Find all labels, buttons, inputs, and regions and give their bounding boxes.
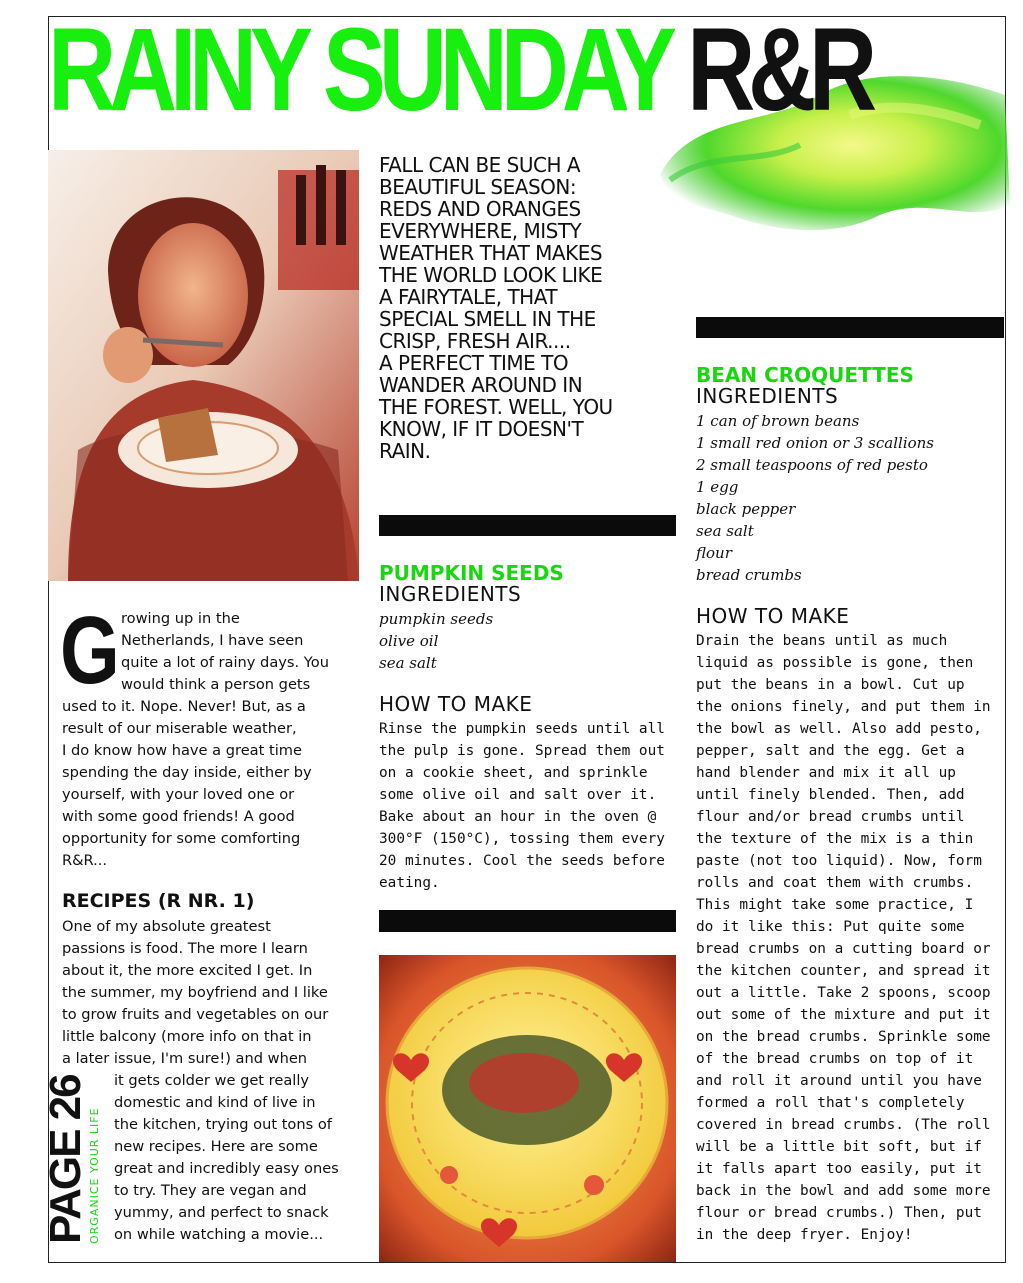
instruction-line: will be a little bit soft, but if (696, 1139, 982, 1155)
page-title (48, 4, 871, 136)
instruction-line: do it like this: Put quite some (696, 919, 965, 935)
article-line: rowing up in the (121, 610, 240, 627)
instruction-line: the bowl as well. Also add pesto, (696, 721, 982, 737)
intro-line: WEATHER THAT MAKES (379, 241, 603, 265)
page-number: PAGE 26 (41, 1075, 90, 1244)
intro-line: FALL CAN BE SUCH A (379, 153, 581, 177)
instruction-line: put the beans in a bowl. Cut up (696, 677, 965, 693)
woman-eating-photo (48, 150, 359, 581)
article-line: I do know how have a great time (62, 742, 302, 759)
intro-text (379, 154, 659, 462)
page-number-label (41, 1075, 101, 1244)
instruction-line: formed a roll that's completely (696, 1095, 965, 1111)
instruction-line: until finely blended. Then, add (696, 787, 965, 803)
ingredient-item: sea salt (696, 522, 754, 540)
article-line: new recipes. Here are some (114, 1138, 318, 1155)
instruction-line: on the bread crumbs. Sprinkle some (696, 1029, 991, 1045)
article-line: the summer, my boyfriend and I like (62, 984, 328, 1001)
instruction-line: out some of the mixture and put it (696, 1007, 991, 1023)
intro-line: RAIN. (379, 439, 431, 463)
recipes-text-full (62, 916, 328, 1070)
ingredient-item: 1 small red onion or 3 scallions (696, 434, 935, 452)
article-line: great and incredibly easy ones (114, 1160, 339, 1177)
instruction-line: Bake about an hour in the oven @ (379, 809, 657, 825)
pumpkin-how-label: HOW TO MAKE (379, 692, 533, 716)
article-line: yourself, with your loved one or (62, 786, 295, 803)
intro-line: CRISP, FRESH AIR.... (379, 329, 571, 353)
instruction-line: hand blender and mix it all up (696, 765, 956, 781)
divider-bar (379, 910, 676, 932)
instruction-line: some olive oil and salt over it. (379, 787, 657, 803)
article-line: yummy, and perfect to snack (114, 1204, 329, 1221)
instruction-line: it falls apart too easily, put it (696, 1161, 982, 1177)
instruction-line: paste (not too liquid). Now, form (696, 853, 982, 869)
instruction-line: This might take some practice, I (696, 897, 974, 913)
intro-line: THE WORLD LOOK LIKE (379, 263, 603, 287)
instruction-line: the texture of the mix is a thin (696, 831, 974, 847)
article-line: quite a lot of rainy days. You (121, 654, 329, 671)
instruction-line: Drain the beans until as much (696, 633, 948, 649)
pumpkin-ingredients-label: INGREDIENTS (379, 582, 522, 606)
bean-ingredients-label: INGREDIENTS (696, 384, 839, 408)
instruction-line: and roll it around until you have (696, 1073, 982, 1089)
article-line: little balcony (more info on that in (62, 1028, 312, 1045)
croquette-plate-photo (379, 955, 676, 1262)
article-intro-indented (121, 608, 329, 696)
pumpkin-ingredients-list (379, 608, 493, 674)
article-line: Netherlands, I have seen (121, 632, 304, 649)
article-line: R&R... (62, 852, 108, 869)
instruction-line: the kitchen counter, and spread it (696, 963, 991, 979)
intro-line: EVERYWHERE, MISTY (379, 219, 582, 243)
article-line: on while watching a movie... (114, 1226, 324, 1243)
instruction-line: out a little. Take 2 spoons, scoop (696, 985, 991, 1001)
bean-how-label: HOW TO MAKE (696, 604, 850, 628)
instruction-line: bread crumbs on a cutting board or (696, 941, 991, 957)
instruction-line: flour or bread crumbs.) Then, put (696, 1205, 982, 1221)
pumpkin-seeds-title: PUMPKIN SEEDS (379, 561, 564, 585)
article-line: domestic and kind of live in (114, 1094, 316, 1111)
article-line: a later issue, I'm sure!) and when (62, 1050, 308, 1067)
instruction-line: the pulp is gone. Spread them out (379, 743, 665, 759)
ingredient-item: olive oil (379, 632, 439, 650)
ingredient-item: 2 small teaspoons of red pesto (696, 456, 928, 474)
recipes-text-indented (114, 1070, 339, 1246)
ingredient-item: pumpkin seeds (379, 610, 494, 628)
article-line: passions is food. The more I learn (62, 940, 308, 957)
instruction-line: the onions finely, and put them in (696, 699, 991, 715)
instruction-line: in the deep fryer. Enjoy! (696, 1227, 913, 1243)
instruction-line: liquid as possible is gone, then (696, 655, 974, 671)
intro-line: WANDER AROUND IN (379, 373, 583, 397)
instruction-line: covered in bread crumbs. (The roll (696, 1117, 991, 1133)
divider-bar (379, 515, 676, 536)
ingredient-item: bread crumbs (696, 566, 802, 584)
instruction-line: of the bread crumbs on top of it (696, 1051, 974, 1067)
article-line: would think a person gets (121, 676, 311, 693)
ingredient-item: black pepper (696, 500, 796, 518)
instruction-line: 20 minutes. Cool the seeds before (379, 853, 665, 869)
bean-instructions (696, 630, 991, 1246)
ingredient-item: sea salt (379, 654, 437, 672)
divider-bar (696, 317, 1004, 338)
article-line: One of my absolute greatest (62, 918, 271, 935)
article-line: about it, the more excited I get. In (62, 962, 313, 979)
title-green: RAINY SUNDAY (48, 4, 688, 136)
intro-line: BEAUTIFUL SEASON: (379, 175, 577, 199)
article-line: with some good friends! A good (62, 808, 295, 825)
intro-line: A PERFECT TIME TO (379, 351, 569, 375)
bean-croquettes-title: BEAN CROQUETTES (696, 363, 914, 387)
drop-cap: G (60, 597, 120, 704)
ingredient-item: flour (696, 544, 732, 562)
article-line: it gets colder we get really (114, 1072, 310, 1089)
article-line: opportunity for some comforting (62, 830, 301, 847)
ingredient-item: 1 egg (696, 478, 739, 496)
article-line: to try. They are vegan and (114, 1182, 307, 1199)
instruction-line: 300°F (150°C), tossing them every (379, 831, 665, 847)
instruction-line: Rinse the pumpkin seeds until all (379, 721, 665, 737)
instruction-line: eating. (379, 875, 440, 891)
intro-line: REDS AND ORANGES (379, 197, 581, 221)
instruction-line: flour and/or bread crumbs until (696, 809, 965, 825)
title-black: R&R (687, 4, 871, 136)
bean-ingredients-list (696, 410, 934, 586)
article-intro-full (62, 696, 312, 872)
intro-line: SPECIAL SMELL IN THE (379, 307, 596, 331)
article-line: to grow fruits and vegetables on our (62, 1006, 329, 1023)
recipes-heading: RECIPES (R NR. 1) (62, 890, 255, 912)
ingredient-item: 1 can of brown beans (696, 412, 860, 430)
magazine-name: ORGANICE YOUR LIFE (88, 1107, 101, 1244)
intro-line: A FAIRYTALE, THAT (379, 285, 558, 309)
instruction-line: back in the bowl and add some more (696, 1183, 991, 1199)
intro-line: THE FOREST. WELL, YOU (379, 395, 613, 419)
intro-line: KNOW, IF IT DOESN'T (379, 417, 584, 441)
pumpkin-instructions (379, 718, 665, 894)
instruction-line: on a cookie sheet, and sprinkle (379, 765, 648, 781)
instruction-line: pepper, salt and the egg. Get a (696, 743, 965, 759)
article-line: used to it. Nope. Never! But, as a (62, 698, 306, 715)
article-line: the kitchen, trying out tons of (114, 1116, 332, 1133)
article-line: spending the day inside, either by (62, 764, 312, 781)
instruction-line: rolls and coat them with crumbs. (696, 875, 974, 891)
article-line: result of our miserable weather, (62, 720, 297, 737)
